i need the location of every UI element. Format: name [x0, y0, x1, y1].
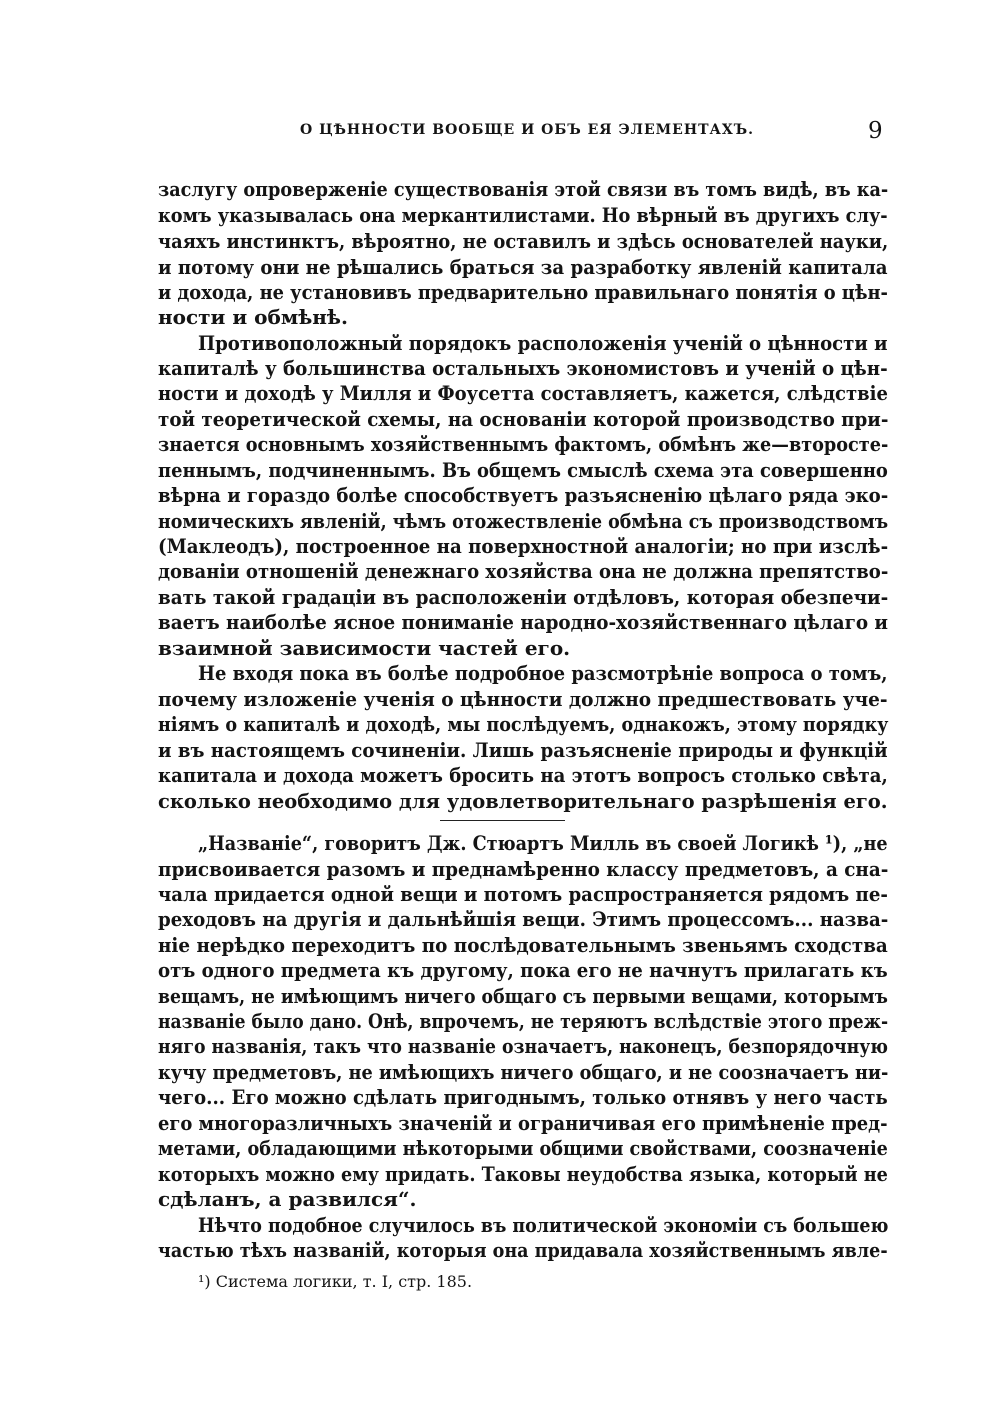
- body-text-line: вѣрна и гораздо болѣе способствуетъ разъясненію цѣлаго ряда эко-: [158, 483, 889, 507]
- body-text-line: той теоретической схемы, на основаніи которой производство при-: [158, 407, 889, 431]
- body-text-line: комъ указывалась она меркантилистами. Но вѣрный въ другихъ слу-: [158, 203, 888, 227]
- body-text-line: дованіи отношеній денежнаго хозяйства она не должна препятство-: [158, 559, 889, 583]
- body-text-line: пеннымъ, подчиненнымъ. Въ общемъ смыслѣ схема эта совершенно: [158, 458, 888, 482]
- quote-text-line: метами, обладающими нѣкоторыми общими свойствами, соозначеніе: [158, 1136, 888, 1160]
- body-text-line: (Маклеодъ), построенное на поверхностной аналогіи; но при изслѣ-: [158, 534, 889, 558]
- quote-text-line: Нѣчто подобное случилось въ политической экономіи съ большею: [198, 1213, 889, 1237]
- body-text-line: капиталѣ у большинства остальныхъ экономистовъ и ученій о цѣн-: [158, 356, 888, 380]
- quote-text-line: которыхъ можно ему придать. Таковы неудобства языка, который не: [158, 1162, 888, 1186]
- quote-text-line: чала придается одной вещи и потомъ распространяется рядомъ пе-: [158, 882, 888, 906]
- running-head: О ЦѢННОСТИ ВООБЩЕ И ОБЪ ЕЯ ЭЛЕМЕНТАХЪ.: [300, 122, 755, 138]
- quote-text-line: отъ одного предмета къ другому, пока его не начнутъ прилагать къ: [158, 958, 888, 982]
- quote-text-line: чего... Его можно сдѣлать пригоднымъ, только отнявъ у него часть: [158, 1085, 888, 1109]
- body-text-line: чаяхъ инстинктъ, вѣроятно, не оставилъ и здѣсь основателей науки,: [158, 229, 889, 253]
- body-text-line: ніямъ о капиталѣ и доходѣ, мы послѣдуемъ, однакожъ, этому порядку: [158, 712, 889, 736]
- quote-text-line: ніе нерѣдко переходитъ по послѣдовательнымъ звеньямъ сходства: [158, 933, 888, 957]
- footnote-marker: ¹): [198, 1272, 211, 1291]
- quote-text-line: названіе было дано. Онѣ, впрочемъ, не теряютъ вслѣдствіе этого преж-: [158, 1009, 889, 1033]
- quote-text-line: вещамъ, не имѣющимъ ничего общаго съ первыми вещами, которымъ: [158, 984, 888, 1008]
- body-text-line: Не входя пока въ болѣе подробное разсмотрѣніе вопроса о томъ,: [198, 661, 888, 685]
- body-text-line: ности и доходѣ у Милля и Фоусетта составляетъ, кажется, слѣдствіе: [158, 381, 888, 405]
- body-text-line: и потому они не рѣшались браться за разработку явленій капитала: [158, 255, 888, 279]
- body-text-line: ности и обмѣнѣ.: [158, 305, 348, 329]
- quote-text-line: реходовъ на другія и дальнѣйшія вещи. Этимъ процессомъ... назва-: [158, 907, 889, 931]
- body-text-line: и въ настоящемъ сочиненіи. Лишь разъясненіе природы и функцій: [158, 738, 888, 762]
- body-text-line: сколько необходимо для удовлетворительнаго разрѣшенія его.: [158, 789, 888, 813]
- quote-text-line: его многоразличныхъ значеній и ограничивая его примѣненіе пред-: [158, 1111, 888, 1135]
- body-text-line: Противоположный порядокъ расположенія ученій о цѣнности и: [198, 331, 888, 355]
- quote-text-line: частью тѣхъ названій, которыя она придавала хозяйственнымъ явле-: [158, 1238, 888, 1262]
- body-text-line: знается основнымъ хозяйственнымъ фактомъ, обмѣнъ же—второсте-: [158, 432, 889, 456]
- body-text-line: заслугу опроверженіе существованія этой связи въ томъ видѣ, въ ка-: [158, 177, 889, 201]
- body-text-line: номическихъ явленій, чѣмъ отожествленіе обмѣна съ производствомъ: [158, 509, 889, 533]
- quote-text-line: кучу предметовъ, не имѣющихъ ничего общаго, и не соозначаетъ ни-: [158, 1060, 889, 1084]
- quote-text-line: няго названія, такъ что названіе означаетъ, наконецъ, безпорядочную: [158, 1034, 888, 1058]
- quote-text-line: сдѣланъ, а развился“.: [158, 1187, 417, 1211]
- quote-text-line: „Названіе“, говоритъ Дж. Стюартъ Милль въ своей Логикѣ ¹), „не: [198, 831, 888, 855]
- section-divider: [440, 820, 565, 821]
- body-text-line: и дохода, не установивъ предварительно правильнаго понятія о цѣн-: [158, 280, 888, 304]
- body-text-line: ваетъ наиболѣе ясное пониманіе народно-хозяйственнаго цѣлаго и: [158, 610, 889, 634]
- body-text-line: капитала и дохода можетъ бросить на этотъ вопросъ столько свѣта,: [158, 763, 888, 787]
- quote-text-line: присвоивается разомъ и преднамѣренно классу предметовъ, а сна-: [158, 857, 889, 881]
- footnote: [198, 1272, 472, 1291]
- footnote-text: Система логики, т. I, стр. 185.: [215, 1272, 473, 1291]
- body-text-line: взаимной зависимости частей его.: [158, 636, 571, 660]
- body-text-line: почему изложеніе ученія о цѣнности должно предшествовать уче-: [158, 687, 888, 711]
- page-number: 9: [868, 118, 883, 144]
- body-text-line: вать такой градаціи въ расположеніи отдѣловъ, которая обезпечи-: [158, 585, 889, 609]
